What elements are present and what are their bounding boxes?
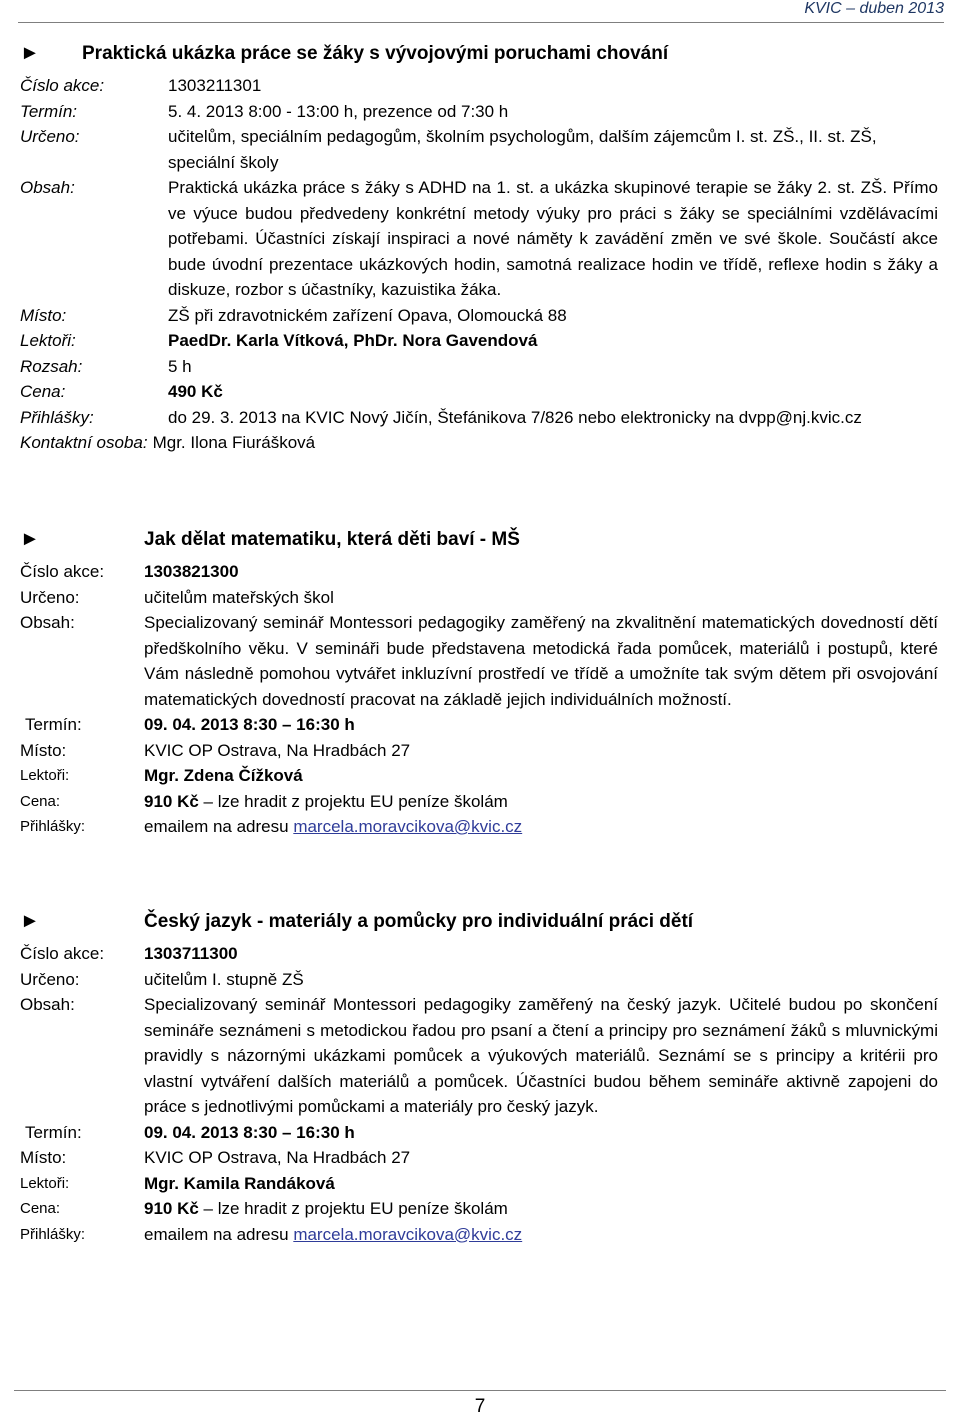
- event-number: 1303211301: [168, 76, 262, 95]
- event-audience: učitelům mateřských škol: [144, 587, 334, 607]
- event-lecturers: PaedDr. Karla Vítková, PhDr. Nora Gavendová: [168, 331, 538, 350]
- event-lecturers: Mgr. Kamila Randáková: [144, 1173, 335, 1193]
- event-number: 1303821300: [144, 562, 239, 581]
- field-label: Číslo akce:: [20, 76, 105, 95]
- event-content-line-1: Praktická ukázka práce s žáky s ADHD na 1. st. a ukázka skupinové terapie se žáky 2. st. ZŠ.: [168, 178, 888, 197]
- price-amount: 910 Kč: [144, 791, 199, 811]
- event-1-title-row: [20, 42, 938, 65]
- field-label: Obsah:: [20, 613, 75, 632]
- arrow-icon: ►: [20, 528, 40, 550]
- field-label: Rozsah:: [20, 356, 83, 376]
- email-link[interactable]: marcela.moravcikova@kvic.cz: [293, 817, 523, 836]
- event-title: Český jazyk - materiály a pomůcky pro individuální práci dětí: [144, 911, 694, 932]
- event-content-rest: Přímo ve výuce budou předvedeny konkrétní metody výuky pro práci s žáky se speciálními vzdělávacími potřebami. Účastníci získají inspiraci a nové náměty k zavádění změn ve své škole. Součástí akce bude úvodní prezentace ukázkových hodin, samotná realizace hodin ve třídě, reflexe hodin s žáky a diskuze, rozbor s účastníky, kazuistika žáka.: [168, 178, 938, 299]
- event-3-title-row: [20, 910, 938, 933]
- event-date: 5. 4. 2013 8:00 - 13:00 h, prezence od 7:30 h: [168, 101, 509, 121]
- event-registration: [144, 1222, 938, 1248]
- field-label: Určeno:: [20, 127, 80, 146]
- event-lecturers: Mgr. Zdena Čížková: [144, 766, 303, 785]
- event-title: Jak dělat matematiku, která děti baví - MŠ: [144, 529, 520, 550]
- event-location: ZŠ při zdravotnickém zařízení Opava, Olomoucká 88: [168, 305, 567, 325]
- event-2: [20, 528, 938, 840]
- event-price: 490 Kč: [168, 382, 223, 401]
- header-rule: [18, 22, 944, 23]
- event-audience: učitelům I. stupně ZŠ: [144, 969, 304, 989]
- page-number: 7: [474, 1396, 486, 1417]
- event-3: [20, 910, 938, 1247]
- price-note: – lze hradit z projektu EU peníze školám: [198, 1199, 508, 1218]
- price-note: – lze hradit z projektu EU peníze školám: [198, 791, 508, 811]
- field-label: Určeno:: [20, 587, 80, 607]
- field-label: Určeno:: [20, 969, 80, 989]
- field-label: Obsah:: [20, 995, 75, 1014]
- footer-rule: [14, 1390, 946, 1391]
- field-label: Přihlášky:: [20, 818, 86, 835]
- field-label: Místo:: [20, 305, 67, 325]
- event-registration: do 29. 3. 2013 na KVIC Nový Jičín, Štefánikova 7/826 nebo elektronicky na dvpp@nj.kvic.cz: [168, 407, 862, 427]
- registration-text: emailem na adresu: [144, 1224, 294, 1244]
- field-label: Místo:: [20, 1148, 67, 1167]
- field-label: Obsah:: [20, 178, 75, 197]
- field-label: Termín:: [25, 715, 82, 734]
- event-audience: učitelům, speciálním pedagogům, školním psychologům, dalším zájemcům I. st. ZŠ., II. st. ZŠ, speciální školy: [168, 127, 877, 172]
- event-1: [20, 42, 938, 456]
- field-label: Přihlášky:: [20, 1225, 86, 1243]
- field-label: Cena:: [20, 792, 61, 810]
- event-content: Specializovaný seminář Montessori pedagogiky zaměřený na zkvalitnění matematických dovedností dětí předškolního věku. V semináři bude představena metodická řada pomůcek, materiálů i postupů, které Vám následně pomohou vytvářet inkluzívní prostředí ve třídě a umožníte tak svým dětem při osvojování matematických dovedností pracovat na základě jejich individuálních možností.: [144, 613, 938, 709]
- running-header: KVIC – duben 2013: [804, 0, 944, 17]
- event-2-title-row: [20, 528, 938, 551]
- field-label: Cena:: [20, 382, 66, 401]
- event-location: KVIC OP Ostrava, Na Hradbách 27: [144, 1148, 411, 1167]
- event-registration: [144, 814, 938, 840]
- event-date: 09. 04. 2013 8:30 – 16:30 h: [144, 715, 355, 734]
- field-label: Termín:: [25, 1122, 82, 1142]
- field-label: Lektoři:: [20, 767, 70, 784]
- event-location: KVIC OP Ostrava, Na Hradbách 27: [144, 740, 411, 760]
- arrow-icon: ►: [20, 910, 40, 932]
- event-content: [168, 175, 938, 303]
- arrow-icon: ►: [20, 42, 40, 64]
- field-label: Číslo akce:: [20, 562, 105, 581]
- field-label: Lektoři:: [20, 1174, 70, 1192]
- field-label: Termín:: [20, 101, 78, 121]
- event-date: 09. 04. 2013 8:30 – 16:30 h: [144, 1122, 355, 1142]
- field-label: Místo:: [20, 740, 67, 760]
- event-contact: Mgr. Ilona Fiurášková: [152, 433, 316, 452]
- event-price: [144, 1196, 938, 1222]
- event-content: Specializovaný seminář Montessori pedagogiky zaměřený na český jazyk. Učitelé budou po skončení semináře seznámeni s metodickou řadou pro psaní a čtení a principy pro seznámení žáků s mluvnickými pravidly s názornými ukázkami pomůcek a výukových materiálů. Seznámí se s principy a kritérii pro vlastní vytváření dalších materiálů a pomůcek. Účastníci budou během semináře aktivně zapojeni do práce s jednotlivými pomůckami a materiály pro český jazyk.: [144, 995, 938, 1116]
- field-label: Cena:: [20, 1200, 61, 1217]
- event-title: Praktická ukázka práce se žáky s vývojovými poruchami chování: [82, 43, 669, 64]
- field-label: Lektoři:: [20, 331, 76, 350]
- field-label: Kontaktní osoba:: [20, 433, 148, 452]
- registration-text: emailem na adresu: [144, 817, 294, 836]
- field-label: Číslo akce:: [20, 944, 105, 963]
- email-link[interactable]: marcela.moravcikova@kvic.cz: [293, 1224, 523, 1244]
- event-number: 1303711300: [144, 944, 238, 963]
- event-duration: 5 h: [168, 356, 192, 376]
- price-amount: 910 Kč: [144, 1199, 199, 1218]
- field-label: Přihlášky:: [20, 407, 94, 427]
- event-price: [144, 789, 938, 815]
